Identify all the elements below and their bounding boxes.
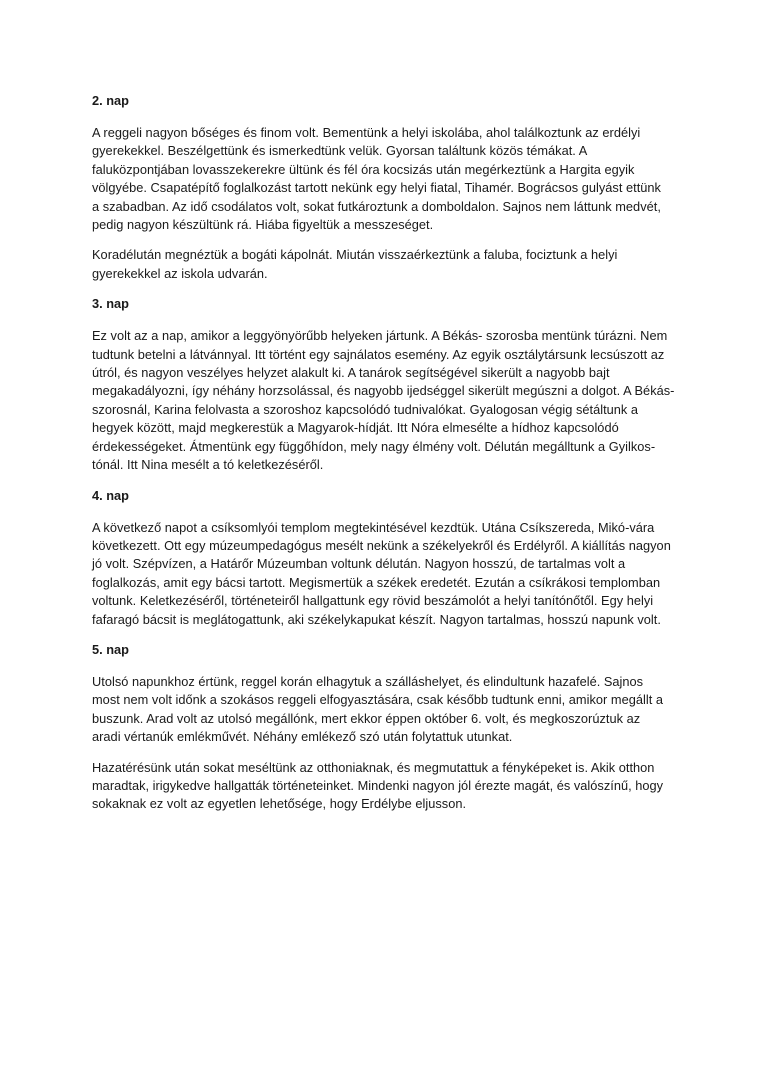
text-line: buszunk. Arad volt az utolsó megállónk, mert ekkor éppen október 6. volt, és megkoszorúztuk az [92,710,641,726]
text-line: most nem volt időnk a szokásos reggeli elfogyasztására, csak később tudtunk enni, amikor megállt a [92,692,663,708]
text-line: Ez volt az a nap, amikor a leggyönyörűbb helyeken jártunk. A Békás- szorosba mentünk túrázni. Nem [92,328,668,344]
section-heading: 2. nap [92,93,129,108]
text-line: tónál. Itt Nina mesélt a tó keletkezéséről. [92,457,324,473]
text-line: érdekességeket. Átmentünk egy függőhídon, mely nagy élmény volt. Délután megálltunk a Gyilkos- [92,438,656,454]
section-heading: 4. nap [92,487,129,503]
text-line: fafaragó bácsit is meglátogattunk, aki székelykapukat készít. Nagyon tartalmas, hosszú napunk volt. [92,611,661,627]
text-line: Utolsó napunkhoz értünk, reggel korán elhagytuk a szálláshelyet, és elindultunk hazafelé. Sajnos [92,673,644,689]
text-line: a szabadban. Az idő csodálatos volt, sokat futkároztunk a domboldalon. Sajnos nem láttunk medvét, [92,198,661,214]
text-line: következett. Ott egy múzeumpedagógus mesélt nekünk a székelyekről és Erdélyről. A kiállítás nagyon [92,537,671,553]
text-line: pedig nagyon készültünk rá. Hiába figyeltük a messzeséget. [92,217,434,233]
text-line: megakadályozni, így néhány horzsolással, és nagyobb ijedséggel sikerült megúszni a dolgot. A Békás- [92,383,675,399]
text-line: tudtunk betelni a látvánnyal. Itt történt egy sajnálatos esemény. Az egyik osztálytársunk lecsúszott az [92,346,665,362]
paragraph [92,246,682,283]
section-heading: 5. nap [92,641,129,657]
paragraph [92,759,682,814]
text-line: sokaknak ez volt az egyetlen lehetősége, hogy Erdélybe eljusson. [92,796,467,812]
text-line: A reggeli nagyon bőséges és finom volt. Bementünk a helyi iskolába, ahol találkoztunk az erdélyi [92,125,641,140]
text-line: hegyek között, majd megkerestük a Magyarok-hídját. Itt Nóra elmesélte a hídhoz kapcsolódó [92,420,619,436]
day-section [92,92,682,283]
text-line: jó volt. Szépvízen, a Határőr Múzeumban voltunk délután. Nagyon hosszú, de tartalmas volt a [92,556,626,572]
text-line: gyerekekkel. Beszélgettünk és ismerkedtünk velük. Gyorsan találtunk közös témákat. A [92,143,588,159]
text-line: voltunk. Keletkezéséről, történeteiről hallgattunk egy rövid beszámolót a helyi tanítónőtől. Egy helyi [92,593,654,609]
text-line: gyerekekkel az iskola udvarán. [92,265,268,281]
text-line: faluközpontjában lovasszekerekre ültünk és fél óra kocsizás után megérkeztünk a Hargita egyik [92,161,635,177]
day-section [92,487,682,629]
text-line: A következő napot a csíksomlyói templom megtekintésével kezdtük. Utána Csíkszereda, Mikó-vára [92,519,655,535]
text-line: Koradélután megnéztük a bogáti kápolnát. Miután visszaérkeztünk a faluba, fociztunk a helyi [92,247,618,263]
section-heading: 3. nap [92,296,129,312]
text-line: maradtak, irigykedve hallgatták történeteinket. Mindenki nagyon jól érezte magát, és valószínű, hogy [92,777,664,793]
text-line: szorosnál, Karina felolvasta a szoroshoz kapcsolódó tudnivalókat. Gyalogosan végig sétáltunk a [92,401,639,417]
day-section [92,641,682,814]
text-line: Hazatérésünk után sokat meséltünk az otthoniaknak, és megmutattuk a fényképeket is. Akik otthon [92,759,655,775]
day-section [92,295,682,474]
paragraph [92,327,682,474]
paragraph [92,673,682,747]
text-line: völgyébe. Csapatépítő foglalkozást tartott nekünk egy helyi fiatal, Tihamér. Bográcsos gulyást ettünk [92,180,661,196]
text-line: aradi vértanúk emlékművét. Néhány emlékező szó után folytattuk utunkat. [92,729,513,745]
text-line: foglalkozás, amit egy bácsi tartott. Megismertük a székek eredetét. Ezután a csíkrákosi templomban [92,574,661,590]
paragraph [92,519,682,629]
text-line: útról, és nagyon veszélyes helyzet alakult ki. A tanárok segítségével sikerült a nagyobb bajt [92,365,610,381]
document-page [92,92,682,826]
paragraph [92,124,682,234]
